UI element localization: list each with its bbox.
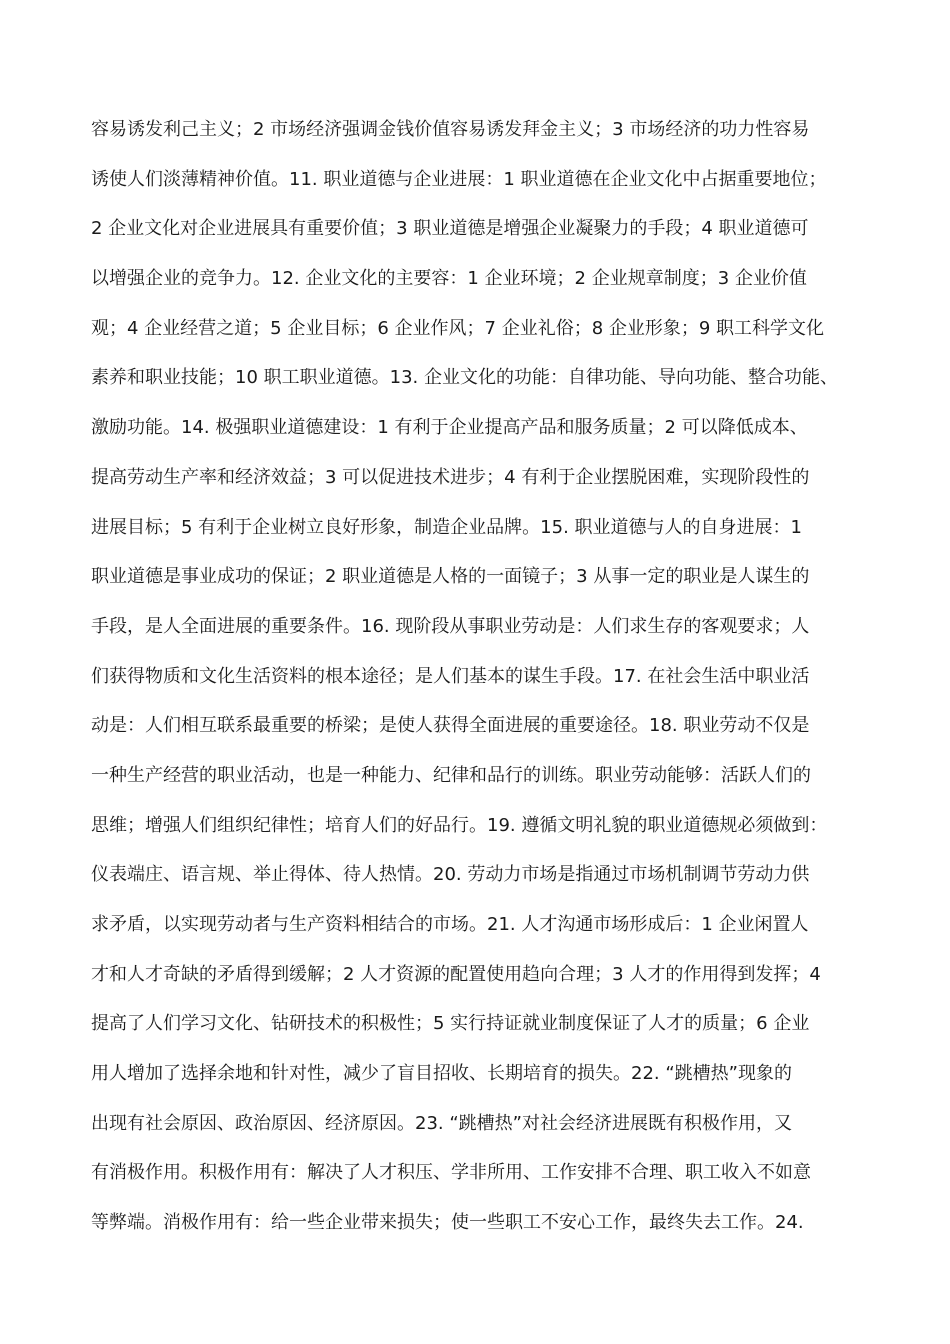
text-line: 有消极作用。积极作用有：解决了人才积压、学非所用、工作安排不合理、职工收入不如意 [91, 1162, 811, 1184]
text-line: 激励功能。14. 极强职业道德建设：1 有利于企业提高产品和服务质量；2 可以降低成本、 [91, 417, 808, 439]
text-line: 们获得物质和文化生活资料的根本途径；是人们基本的谋生手段。17. 在社会生活中职业活 [91, 665, 810, 687]
text-line: 容易诱发利己主义；2 市场经济强调金钱价值容易诱发拜金主义；3 市场经济的功力性容易 [91, 119, 810, 140]
text-line: 出现有社会原因、政治原因、经济原因。23. “跳槽热”对社会经济进展既有积极作用，又 [91, 1112, 792, 1134]
document-body [91, 110, 891, 1253]
text-line: 进展目标；5 有利于企业树立良好形象，制造企业品牌。15. 职业道德与人的自身进展：1 [91, 516, 802, 538]
text-line: 仪表端庄、语言规、举止得体、待人热情。20. 劳动力市场是指通过市场机制调节劳动力供 [91, 864, 810, 886]
text-line: 观；4 企业经营之道；5 企业目标；6 企业作风；7 企业礼俗；8 企业形象；9 职工科学文化 [91, 317, 825, 339]
text-line: 思维；增强人们组织纪律性；培育人们的好品行。19. 遵循文明礼貌的职业道德规必须做到： [91, 814, 828, 836]
text-line: 诱使人们淡薄精神价值。11. 职业道德与企业进展：1 职业道德在企业文化中占据重要地位； [91, 168, 827, 190]
text-line: 以增强企业的竞争力。12. 企业文化的主要容：1 企业环境；2 企业规章制度；3 企业价值 [91, 268, 807, 290]
text-line: 才和人才奇缺的矛盾得到缓解；2 人才资源的配置使用趋向合理；3 人才的作用得到发挥；4 [91, 963, 821, 985]
text-line: 用人增加了选择余地和针对性，减少了盲目招收、长期培育的损失。22. “跳槽热”现象的 [91, 1063, 792, 1085]
text-line: 等弊端。消极作用有：给一些企业带来损失；使一些职工不安心工作，最终失去工作。24. [91, 1212, 804, 1234]
text-line: 求矛盾，以实现劳动者与生产资料相结合的市场。21. 人才沟通市场形成后：1 企业闲置人 [91, 914, 809, 935]
text-line: 一种生产经营的职业活动，也是一种能力、纪律和品行的训练。职业劳动能够：活跃人们的 [91, 764, 811, 786]
text-line: 职业道德是事业成功的保证；2 职业道德是人格的一面镜子；3 从事一定的职业是人谋生的 [91, 566, 810, 588]
text-line: 手段，是人全面进展的重要条件。16. 现阶段从事职业劳动是：人们求生存的客观要求；人 [91, 615, 810, 637]
text-line: 素养和职业技能；10 职工职业道德。13. 企业文化的功能：自律功能、导向功能、整合功能、 [91, 367, 838, 389]
text-line: 提高劳动生产率和经济效益；3 可以促进技术进步；4 有利于企业摆脱困难，实现阶段性的 [91, 466, 810, 488]
text-line: 2 企业文化对企业进展具有重要价值；3 职业道德是增强企业凝聚力的手段；4 职业道德可 [91, 218, 809, 240]
text-line: 动是：人们相互联系最重要的桥梁；是使人获得全面进展的重要途径。18. 职业劳动不仅是 [91, 715, 810, 737]
text-line: 提高了人们学习文化、钻研技术的积极性；5 实行持证就业制度保证了人才的质量；6 企业 [91, 1013, 810, 1035]
